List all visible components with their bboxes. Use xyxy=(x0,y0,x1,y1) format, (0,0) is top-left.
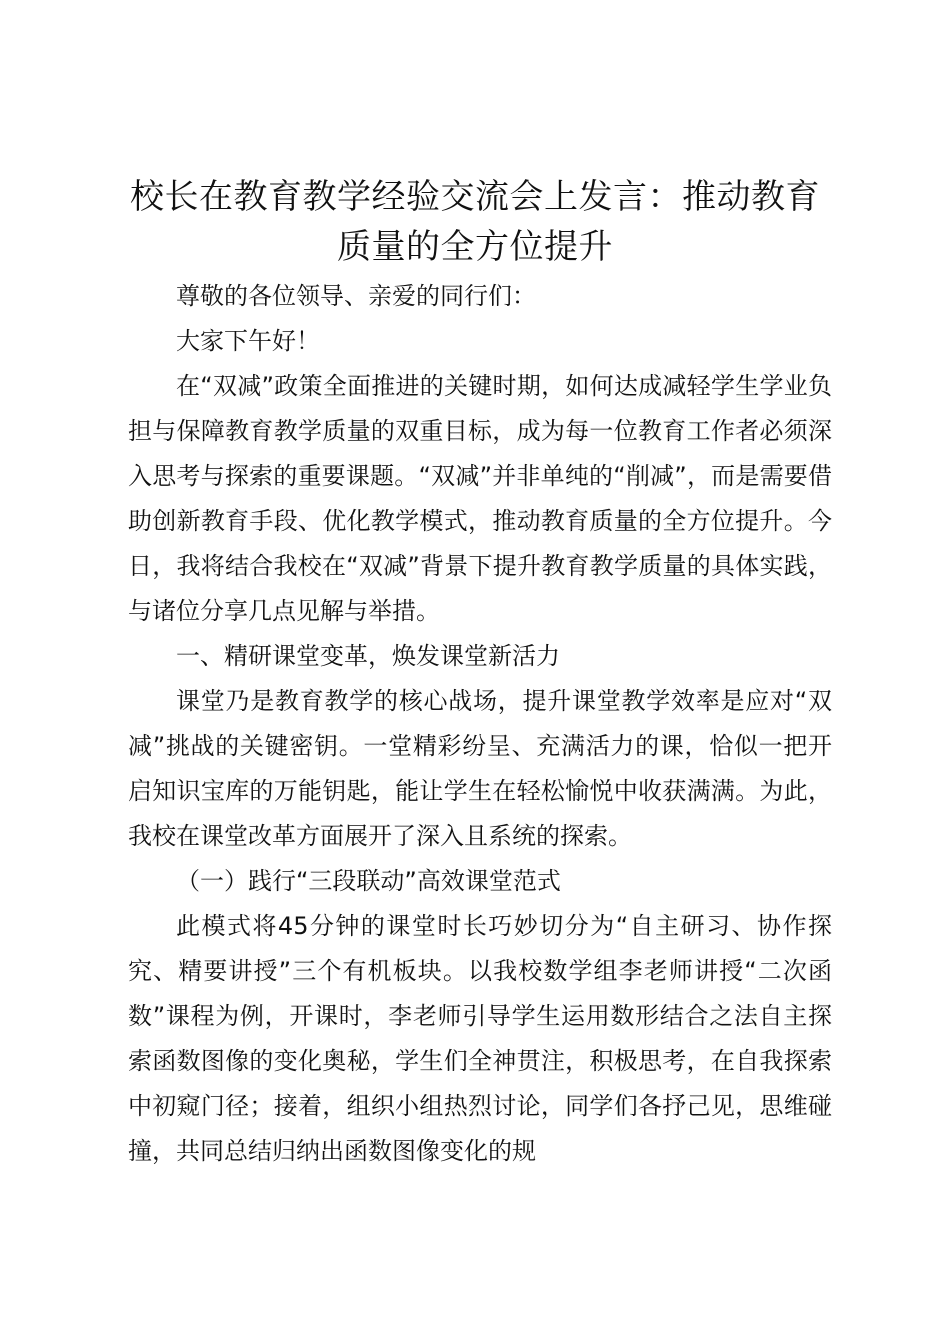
subsection-heading-1: （一）践行“三段联动”高效课堂范式 xyxy=(176,867,561,895)
section-heading-1: 一、精研课堂变革，焕发课堂新活力 xyxy=(176,642,560,670)
intro-paragraph: 在“双减”政策全面推进的关键时期，如何达成减轻学生学业负担与保障教育教学质量的双重目标，成为每一位教育工作者必须深入思考与探索的重要课题。“双减”并非单纯的“削减”，而是需要借助创新教育手段、优化教学模式，推动教育质量的全方位提升。今日，我将结合我校在“双减”背景下提升教育教学质量的具体实践，与诸位分享几点见解与举措。 xyxy=(128,372,832,625)
greeting: 大家下午好！ xyxy=(176,327,320,355)
title-line-1: 校长在教育教学经验交流会上发言：推动教育 xyxy=(130,177,820,217)
section-paragraph-1: 课堂乃是教育教学的核心战场，提升课堂教学效率是应对“双减”挑战的关键密钥。一堂精彩纷呈、充满活力的课，恰似一把开启知识宝库的万能钥匙，能让学生在轻松愉悦中收获满满。为此，我校在课堂改革方面展开了深入且系统的探索。 xyxy=(128,687,832,850)
subsection-paragraph-1: 此模式将45分钟的课堂时长巧妙切分为“自主研习、协作探究、精要讲授”三个有机板块。以我校数学组李老师讲授“二次函数”课程为例，开课时，李老师引导学生运用数形结合之法自主探索函数图像的变化奥秘，学生们全神贯注，积极思考，在自我探索中初窥门径；接着，组织小组热烈讨论，同学们各抒己见，思维碰撞，共同总结归纳出函数图像变化的规 xyxy=(128,912,832,1165)
title-line-2: 质量的全方位提升 xyxy=(337,227,613,267)
document-title xyxy=(110,172,840,272)
document-body xyxy=(128,274,832,1174)
salutation: 尊敬的各位领导、亲爱的同行们： xyxy=(176,282,536,310)
